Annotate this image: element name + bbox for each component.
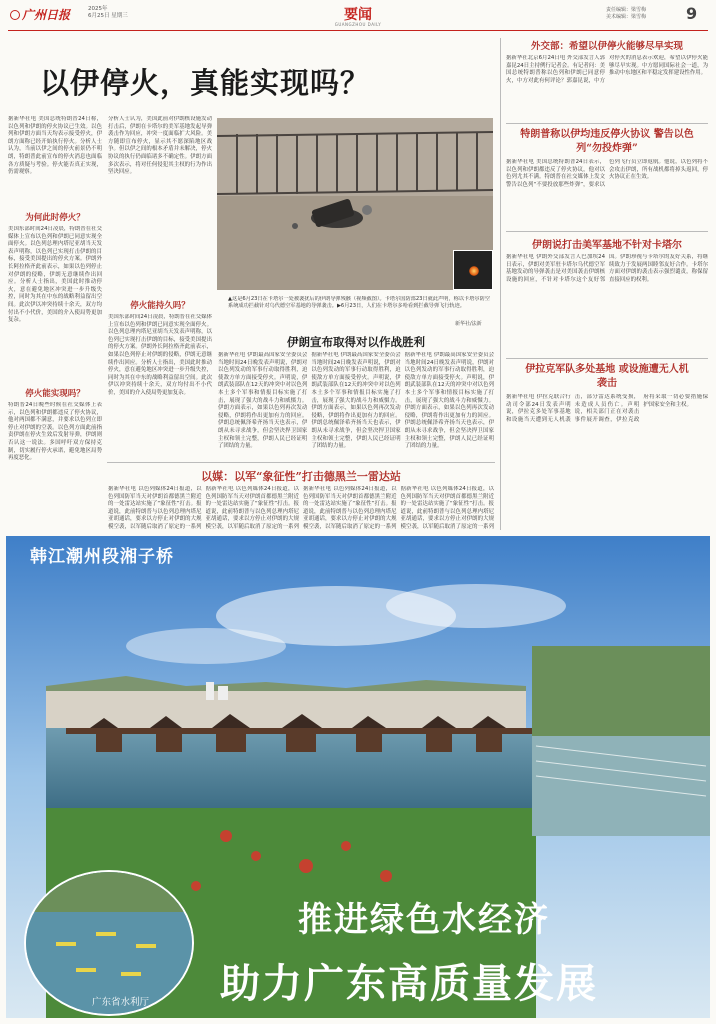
story-headline-radar-strike: 以媒：以军“象征性”打击德黑兰一雷达站 xyxy=(201,470,401,483)
story-headline-trump-warns: 特朗普称以伊均违反停火协议 警告以色列“勿投炸弹” xyxy=(520,129,694,154)
story-headline-qatar: 伊朗说打击美军基地不针对卡塔尔 xyxy=(532,240,682,251)
divider xyxy=(506,123,708,124)
column-divider xyxy=(500,38,501,530)
interception-light-icon xyxy=(469,266,479,276)
masthead-rule xyxy=(8,30,708,31)
page-number: 9 xyxy=(686,4,698,23)
main-photo xyxy=(217,118,493,290)
story-qatar-text: 据新华社电 伊朗外交部发言人巴加埃24日表示，伊朗对美军驻卡塔尔乌代德空军基地发动的导弹袭击是对美国袭击伊朗核设施的回应，不针对卡塔尔这个友好邻国。伊朗珍视与卡塔尔的友好关系，将继续致力于发展两国睦邻友好合作。卡塔尔方面对伊朗的袭击表示强烈谴责，称保留直接回应的权利。 xyxy=(506,254,708,283)
lead-paragraph: 据新华社电 美国总统特朗普24日称，以色列和伊朗的停火协议已生效。以色列和伊朗方面当天均表示接受停火，伊朗方面称已经开始执行停火。分析人士认为，当前以伊之间的停火前景仍不明朗，特朗普此前宣布的停火消息也面临各方质疑与考验。停火能否真正实现，仍需观察。 xyxy=(8,116,102,176)
logo-emblem-icon xyxy=(10,10,20,20)
main-headline: 以伊停火，真能实现吗？ xyxy=(40,66,371,100)
photo-credit: 新华社/法新 xyxy=(455,321,482,327)
feature-slogan-line-2: 助力广东高质量发展 xyxy=(220,960,598,1007)
section-title: 要闻 xyxy=(344,7,372,23)
feature-slogan-line-1: 推进绿色水经济 xyxy=(298,900,550,940)
body-text: 特朗普24日晚些时候在社交媒体上表示，以色列和伊朗都违反了停火协议，他对两国都不满意，并要求以色列立即停止对伊朗的空袭。以色列方面此前指责伊朗在停火生效后发射导弹，伊朗则否认这一说法。多国呼吁双方保持克制，切实履行停火承诺，避免地区局势再度恶化。 xyxy=(8,402,102,462)
story-mfa-text: 据新华社北京6月24日电 外交部发言人郭嘉昆24日主持例行记者会。有记者问：美国总统特朗普称以色列和伊朗已同意停火，中方对此有何评论？郭嘉昆说，中方对停火的消息表示欢迎，希望以伊停火能够尽早实现。中方愿同国际社会一道，为推动中东地区和平稳定发挥建设性作用。 xyxy=(506,55,708,84)
subhead-can-it-happen: 停火能实现吗？ xyxy=(25,389,85,399)
missile-debris-photo xyxy=(217,118,493,290)
section-subtitle: GUANGZHOU DAILY xyxy=(334,22,382,27)
center-story-2: 据新华社电 以色列媒体24日报道，以色列国防军当天对伊朗首都德黑兰附近的一处雷达站实施了“象征性”打击。报道说，此前特朗普与以色列总理内塔尼亚胡通话，要求以方停止对伊朗的大规模空袭，以军随后取消了原定的一系列 据新华社电 以色列媒体24日报道，以色列国防军当天对伊朗首都德黑兰附近的一处雷达站实施了“象征性”打击。报道说，此前特朗普与以色列总理内塔尼亚胡通话，要求以方停止对伊朗的大规模空袭，以军随后取消了原定的一系列 据新华社电 以色列媒体24日报道，以色列国防军当天对伊朗首都德黑兰附近的一处雷达站实施了“象征性”打击。报道说，此前特朗普与以色列总理内塔尼亚胡通话，要求以方停止对伊朗的大规模空袭，以军随后取消了原定的一系列 据新华社电 以色列媒体24日报道，以色列国防军当天对伊朗首都德黑兰附近的一处雷达站实施了“象征性”打击。报道说，此前特朗普与以色列总理内塔尼亚胡通话，要求以方停止对伊朗的大规模空袭，以军随后取消了原定的一系列 xyxy=(108,486,494,530)
editor-credits: 责任编辑：梁雪梅 美术编辑：梁雪梅 xyxy=(606,7,647,20)
divider xyxy=(506,231,708,232)
inset-photo xyxy=(453,250,493,290)
body-text: 美国东部时间24日凌晨，特朗普在社交媒体上宣布以色列和伊朗已同意实现全面停火。以色列总理内塔尼亚胡当天发表声明称，以色列已实现打击伊朗的目标，接受美国提出的停火方案。伊朗外长阿拉格齐此前表示，如果以色列停止对伊朗的侵略，伊朗无意继续作出回应。分析人士指出，美国此时推动停火，意在避免地区冲突进一步升级失控，同时为其在中东的战略利益留出空间。此次伊以冲突持续十余天，双方均付出不小代价，美国的介入使局势更加复杂。 xyxy=(8,226,102,324)
feature-sponsor: 广东省水利厅 xyxy=(92,997,150,1008)
story-trump-text: 据新华社电 美国总统特朗普24日表示，以色列和伊朗都违反了停火协议，他对以色列尤其不满。特朗普在社交媒体上发文警告以色列“不要投放那些炸弹”，要求以色列飞行员立即返航。他说，以色列将不会攻击伊朗，所有战机都将掉头返回，停火协议正在生效。 xyxy=(506,159,708,188)
photo-caption: ▲这是6月23日在卡塔尔一处被袭扰后的伊朗导弹残骸（视频截图）。卡塔尔国防部23日就此声明，称以卡塔尔防空系统成功拦截针对乌代德空军基地的导弹袭击。▶6月23日，人们在卡塔尔多哈看到拦截导弹飞行轨迹。 xyxy=(228,296,490,309)
masthead-date: 2025年 6月25日 星期三 xyxy=(88,6,128,19)
left-column xyxy=(8,116,102,528)
body-text: 分析人士认为，美国此前对伊朗核设施发动打击后，伊朗在卡塔尔的美军基地发起导弹袭击作为回应，冲突一度面临扩大风险。美方随即宣布停火，显示其不愿深陷地区战争。但以伊之间的根本矛盾并未解决，停火协议的执行仍面临诸多不确定性。伊朗方面多次表示，将对任何侵犯其主权的行为作出坚决回应。 xyxy=(108,116,212,176)
right-column xyxy=(506,38,708,532)
story-headline-iraq: 伊拉克军队多处基地 或设施遭无人机袭击 xyxy=(525,364,689,389)
story-headline-mfa: 外交部：希望以伊停火能够尽早实现 xyxy=(530,41,683,52)
newspaper-logo: 广州日报 xyxy=(10,6,70,23)
story-iraq-text: 据新华社电 伊拉克联合行动司令部24日发表声明说，伊拉克多处军事基地和设施当天遭到无人机袭击，部分雷达系统受损，未造成人员伤亡。声明说，相关部门正在对袭击事件展开调查，伊拉克政府将采取一切必要措施保护国家安全和主权。 xyxy=(506,394,708,423)
subhead-why-now: 为何此时停火？ xyxy=(25,213,85,223)
divider xyxy=(107,462,495,463)
masthead xyxy=(0,0,716,32)
second-column xyxy=(108,116,212,528)
story-headline-iran-victory: 伊朗宣布取得对以作战胜利 xyxy=(287,335,425,349)
feature-banner xyxy=(6,536,710,1018)
center-story-1: 据新华社电 伊朗最高国家安全委员会当地时间24日晚发表声明说，伊朗对以色列发动的军事行动取得胜利，迫使敌方单方面接受停火。声明说，伊朗武装部队在12天的冲突中对以色列本土多个军事和情报目标实施了打击，展现了强大的战斗力和威慑力。伊朗方面表示，如果以色列再次发动侵略，伊朗将作出更加有力的回应。伊朗总统佩泽希齐扬当天也表示，伊朗从未寻求战争，但会坚决捍卫国家主权和领土完整，伊朗人民已经证明了团结的力量。 据新华社电 伊朗最高国家安全委员会当地时间24日晚发表声明说，伊朗对以色列发动的军事行动取得胜利，迫使敌方单方面接受停火。声明说，伊朗武装部队在12天的冲突中对以色列本土多个军事和情报目标实施了打击，展现了强大的战斗力和威慑力。伊朗方面表示，如果以色列再次发动侵略，伊朗将作出更加有力的回应。伊朗总统佩泽希齐扬当天也表示，伊朗从未寻求战争，但会坚决捍卫国家主权和领土完整，伊朗人民已经证明了团结的力量。 据新华社电 伊朗最高国家安全委员会当地时间24日晚发表声明说，伊朗对以色列发动的军事行动取得胜利，迫使敌方单方面接受停火。声明说，伊朗武装部队在12天的冲突中对以色列本土多个军事和情报目标实施了打击，展现了强大的战斗力和威慑力。伊朗方面表示，如果以色列再次发动侵略，伊朗将作出更加有力的回应。伊朗总统佩泽希齐扬当天也表示，伊朗从未寻求战争，但会坚决捍卫国家主权和领土完整，伊朗人民已经证明了团结的力量。 xyxy=(218,352,494,450)
subhead-how-long: 停火能持久吗？ xyxy=(130,301,190,311)
body-text: 美国东部时间24日凌晨，特朗普在社交媒体上宣布以色列和伊朗已同意实现全面停火。以色列总理内塔尼亚胡当天发表声明称，以色列已实现打击伊朗的目标，接受美国提出的停火方案。伊朗外长阿拉格齐此前表示，如果以色列停止对伊朗的侵略，伊朗无意继续作出回应。分析人士指出，美国此时推动停火，意在避免地区冲突进一步升级失控，同时为其在中东的战略利益留出空间。此次伊以冲突持续十余天，双方均付出不小代价，美国的介入使局势更加复杂。 xyxy=(108,314,212,396)
feature-label: 韩江潮州段湘子桥 xyxy=(30,547,174,567)
divider xyxy=(506,358,708,359)
